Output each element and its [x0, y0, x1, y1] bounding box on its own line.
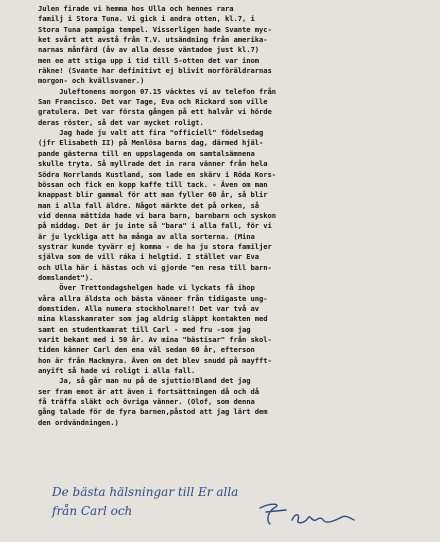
- letter-line: Södra Norrlands Kustland, som lade en skärv i Röda Kors-: [38, 169, 276, 179]
- letter-line: gratulera. Det var första gången på ett halvår vi hörde: [38, 107, 272, 117]
- letter-line: räkne! (Svante har definitivt ej blivit morföräldrarnas: [38, 66, 272, 76]
- letter-line: Juleftonens morgon 07.15 väcktes vi av telefon från: [38, 86, 276, 96]
- letter-line: hon är från Mackmyra. Även om det blev snudd på mayfft-: [38, 355, 272, 365]
- letter-line: systrar kunde tyvärr ej komma - de ha ju stora familjer: [38, 241, 272, 251]
- letter-line: (jfr Elisabeth II) på Menlösa barns dag, därmed hjäl-: [38, 138, 264, 148]
- letter-line: varit bekant med i 50 år. Av mina "bästisar" från skol-: [38, 335, 272, 344]
- letter-line: morgon- och kvällsvaner.): [38, 76, 145, 86]
- letter-line: mina klasskamrater som jag aldrig släppt kontakten med: [38, 314, 268, 324]
- letter-line: få träffa släkt och övriga vänner. (Olof, som denna: [38, 397, 255, 407]
- letter-line: våra allra äldsta och bästa vänner från tidigaste ung-: [38, 293, 268, 303]
- letter-line: ser fram emot är att även i fortsättningen då och då: [38, 386, 259, 396]
- letter-line: tiden känner Carl den ena väl sedan 60 år, efterson: [38, 345, 255, 355]
- letter-line: narnas månfärd (åv av alla desse väntadoe just kl.7): [38, 45, 259, 55]
- letter-line: Stora Tuna pampiga tempel. Visserligen hade Svante myc-: [38, 24, 272, 34]
- letter-line: bössan och fick en kopp kaffe till tack. - Även om man: [38, 179, 268, 189]
- letter-line: och Ulla här i hästas och vi gjorde "en resa till barn-: [38, 262, 272, 272]
- letter-line: Över Trettondagshelgen hade vi lyckats få ihop: [38, 283, 255, 293]
- letter-line: Jag hade ju valt att fira "officiell" födelsedag: [38, 128, 264, 138]
- letter-line: är ju lyckliga att ha många av alla sorterna. (Mina: [38, 231, 255, 241]
- handwritten-greeting-line-1: De bästa hälsningar till Er alla: [52, 485, 239, 499]
- handwritten-greeting-line-2: från Carl och: [52, 504, 133, 518]
- letter-line: knappast blir gammal för att man fyller 60 år, så blir: [38, 190, 268, 200]
- handwritten-signature: [252, 500, 362, 530]
- letter-line: domslandet").: [38, 272, 94, 282]
- letter-line: San Francisco. Det var Tage, Eva och Rickard som ville: [38, 97, 268, 107]
- letter-line: samt en studentkamrat till Carl - med fru -som jag: [38, 324, 251, 334]
- letter-line: familj i Stora Tuna. Vi gick i andra otten, kl.7, i: [38, 14, 255, 24]
- letter-line: Ja, så går man nu på de sjuttio!Bland det jag: [38, 376, 251, 386]
- letter-line: deras röster, så det var mycket roligt.: [38, 117, 204, 127]
- letter-line: själva som de vill ráka i helgtid. I stället var Eva: [38, 252, 259, 262]
- letter-line: gång talade för de fyra barnen,påstod att jag lärt dem: [38, 407, 268, 417]
- letter-line: anyift så hade vi roligt i alla fall.: [38, 366, 196, 376]
- letter-line: den ordvändningen.): [38, 417, 119, 427]
- typed-letter-body: [38, 4, 436, 428]
- letter-line: ket svårt att avstå från T.V. utsändning från amerika-: [38, 35, 268, 45]
- letter-line: man i alla fall äldre. Något märkte det på orken, så: [38, 200, 259, 210]
- letter-line: men ee att stiga upp i tid till 5-otten det var inom: [38, 55, 259, 65]
- letter-line: skulle tryta. Så myllrade det in rara vänner från hela: [38, 159, 268, 169]
- letter-line: domstiden. Alla numera stockholmare!! Det var två av: [38, 303, 259, 313]
- letter-line: pande gästerna till en uppslagenda om samtalsämnena: [38, 148, 255, 158]
- letter-line: på middag. Det är ju inte så "bara" i alla fall, för vi: [38, 221, 272, 231]
- letter-line: Julen firade vi hemma hos Ulla och hennes rara: [38, 4, 234, 13]
- letter-line: vid denna mättida hade vi bara barn, barnbarn och syskon: [38, 210, 276, 220]
